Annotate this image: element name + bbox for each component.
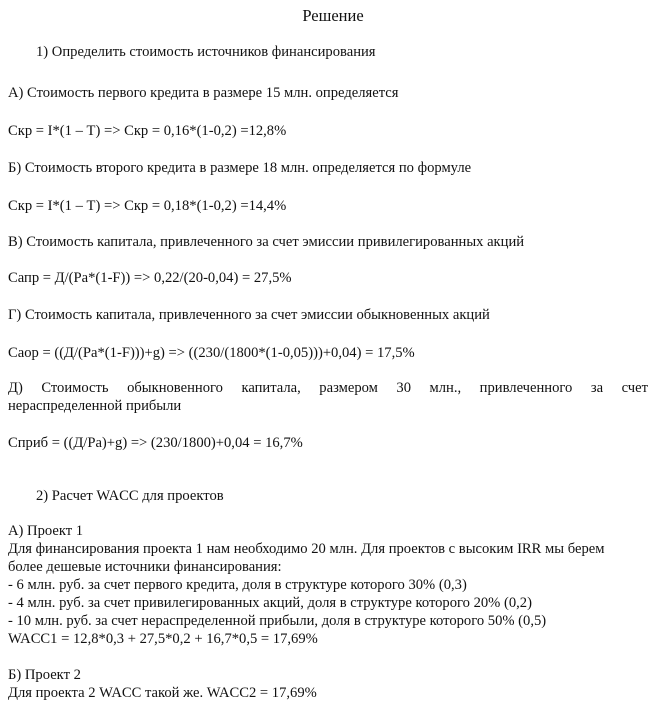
item-g-label: Г) Стоимость капитала, привлеченного за счет эмиссии обыкновенных акций <box>8 307 490 323</box>
item-d-label-line1: Д) Стоимость обыкновенного капитала, размером 30 млн., привлеченного за счет <box>8 380 648 396</box>
item-g-formula: Саор = ((Д/(Ра*(1-F)))+g) => ((230/(1800*(1-0,05)))+0,04) = 17,5% <box>8 345 415 361</box>
list-item: - 4 млн. руб. за счет привилегированных акций, доля в структуре которого 20% (0,2) <box>8 595 532 611</box>
item-a-formula: Скр = I*(1 – Т) => Скр = 0,16*(1-0,2) =12,8% <box>8 123 287 139</box>
project-a-title: А) Проект 1 <box>8 523 84 539</box>
section1-heading: 1) Определить стоимость источников финансирования <box>36 44 376 60</box>
item-a-label: А) Стоимость первого кредита в размере 15 млн. определяется <box>8 85 399 101</box>
project-b-title: Б) Проект 2 <box>8 667 81 683</box>
list-item: - 6 млн. руб. за счет первого кредита, доля в структуре которого 30% (0,3) <box>8 577 467 593</box>
project-a-text-line2: более дешевые источники финансирования: <box>8 559 282 575</box>
item-b-label: Б) Стоимость второго кредита в размере 18 млн. определяется по формуле <box>8 160 472 176</box>
item-v-formula: Сапр = Д/(Ра*(1-F)) => 0,22/(20-0,04) = 27,5% <box>8 270 292 286</box>
project-a-text-line1: Для финансирования проекта 1 нам необходимо 20 млн. Для проектов с высоким IRR мы берем <box>8 541 605 557</box>
document-title: Решение <box>302 6 364 25</box>
wacc1-formula: WACC1 = 12,8*0,3 + 27,5*0,2 + 16,7*0,5 = 17,69% <box>8 631 318 647</box>
item-v-label: В) Стоимость капитала, привлеченного за счет эмиссии привилегированных акций <box>8 234 525 250</box>
project-b-text-line1: Для проекта 2 WACC такой же. WACC2 = 17,69% <box>8 685 317 701</box>
list-item: - 10 млн. руб. за счет нераспределенной прибыли, доля в структуре которого 50% (0,5) <box>8 613 547 629</box>
item-b-formula: Скр = I*(1 – Т) => Скр = 0,18*(1-0,2) =14,4% <box>8 198 287 214</box>
item-d-label-line2: нераспределенной прибыли <box>8 398 182 414</box>
section2-heading: 2) Расчет WACC для проектов <box>36 488 224 504</box>
item-d-formula: Сприб = ((Д/Ра)+g) => (230/1800)+0,04 = 16,7% <box>8 435 303 451</box>
